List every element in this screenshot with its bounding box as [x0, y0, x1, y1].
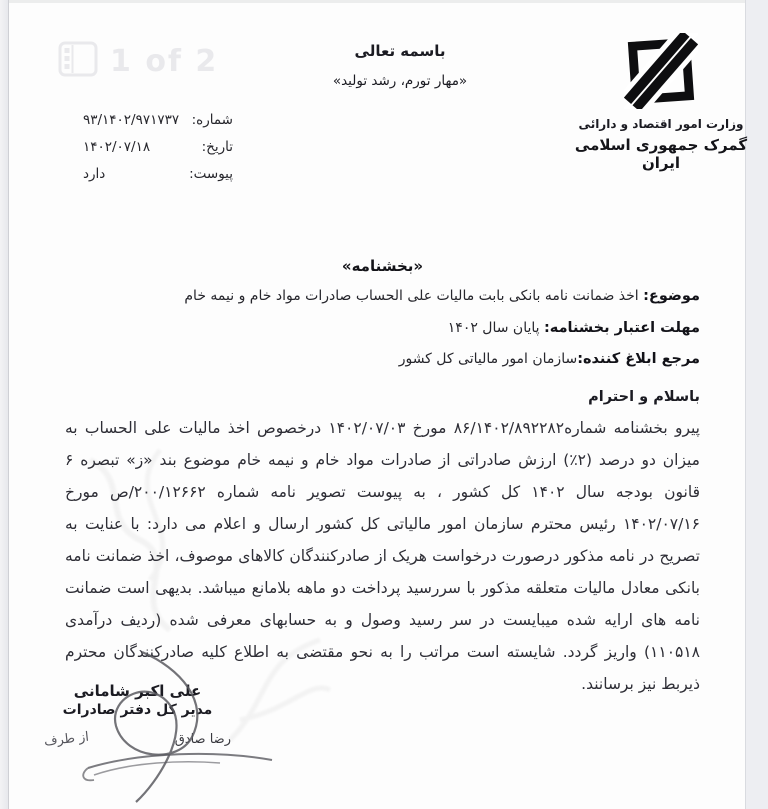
on-behalf-signer-name: رضا صادق — [174, 732, 231, 747]
bismillah-text: باسمه تعالی — [354, 42, 446, 60]
subject-line — [65, 288, 700, 304]
signature-block — [40, 682, 235, 750]
year-slogan-text: «مهار تورم، رشد تولید» — [332, 73, 468, 89]
page-thumbnails-icon — [58, 40, 98, 82]
organization-name: گمرک جمهوری اسلامی ایران — [574, 136, 748, 172]
signer-title: مدیر کل دفتر صادرات — [62, 702, 213, 718]
validity-value: پایان سال ۱۴۰۲ — [447, 320, 544, 336]
validity-line — [65, 320, 700, 336]
letter-attachment-label: پیوست: — [189, 166, 233, 182]
authority-line — [65, 351, 700, 367]
letter-attachment-value: دارد — [83, 166, 106, 182]
authority-label: مرجع ابلاغ کننده: — [577, 351, 700, 367]
page-left-edge — [0, 0, 9, 809]
subject-label: موضوع: — [643, 288, 700, 304]
letter-header — [230, 42, 570, 89]
on-behalf-row — [40, 729, 235, 750]
subject-value: اخذ ضمانت نامه بانکی بابت مالیات علی الحساب صادرات مواد خام و نیمه خام — [184, 288, 644, 304]
letter-number-row — [83, 112, 233, 128]
letter-number-label: شماره: — [191, 112, 233, 128]
page-top-edge — [9, 0, 745, 3]
authority-value: سازمان امور مالیاتی کل کشور — [398, 351, 578, 367]
signer-name: علی اکبر شامانی — [73, 682, 202, 700]
page-indicator-label: 1 of 2 — [110, 43, 219, 79]
organization-block — [556, 33, 766, 172]
on-behalf-label: از طرف — [43, 729, 90, 750]
letter-number-value: ۹۳/۱۴۰۲/۹۷۱۷۳۷ — [83, 112, 180, 128]
ministry-name: وزارت امور اقتصاد و دارائی — [578, 117, 744, 131]
validity-label: مهلت اعتبار بخشنامه: — [543, 320, 700, 336]
letter-date-value: ۱۴۰۲/۰۷/۱۸ — [83, 139, 151, 155]
letter-date-label: تاریخ: — [201, 139, 233, 155]
letter-body-paragraph: پیرو بخشنامه شماره۸۶/۱۴۰۲/۸۹۲۲۸۲ مورخ ۱۴۰۲/۰۷/۰۳ درخصوص اخذ مالیات علی الحساب به میزان دو درصد (۲٪) ارزش صادراتی از صادرات مواد خام و نیمه خام موضوع بند «ز» تبصره ۶ قانون بودجه سال ۱۴۰۲ کل کشور ، به پیوست تصویر نامه شماره ۲۰۰/۱۲۶۶۲/ص مورخ ۱۴۰۲/۰۷/۱۶ رئیس محترم سازمان امور مالیاتی کل کشور ارسال و اعلام می دارد: با عنایت به تصریح در نامه مذکور درصورت درخواست هریک از صادرکنندگان کالاهای موصوف، اخذ ضمانت نامه بانکی معادل مالیات متعلقه مذکور با سررسید پرداخت دو ماهه بلامانع میباشد. بدیهی است ضمانت نامه های ارایه شده میبایست در سر رسید وصول و به حسابهای معرفی شده (ردیف درآمدی ۱۱۰۵۱۸) واریز گردد. شایسته است مراتب را به نحو مقتضی به اطلاع کلیه صادرکنندگان محترم ذیربط نیز برسانند. — [65, 419, 700, 693]
circular-title: «بخشنامه» — [341, 257, 424, 275]
salutation-text: باسلام و احترام — [588, 389, 700, 405]
letter-attachment-row — [83, 166, 233, 182]
page-indicator — [58, 40, 218, 82]
customs-emblem-icon — [624, 33, 698, 109]
letter-date-row — [83, 139, 233, 155]
letter-meta-fields — [83, 112, 233, 193]
